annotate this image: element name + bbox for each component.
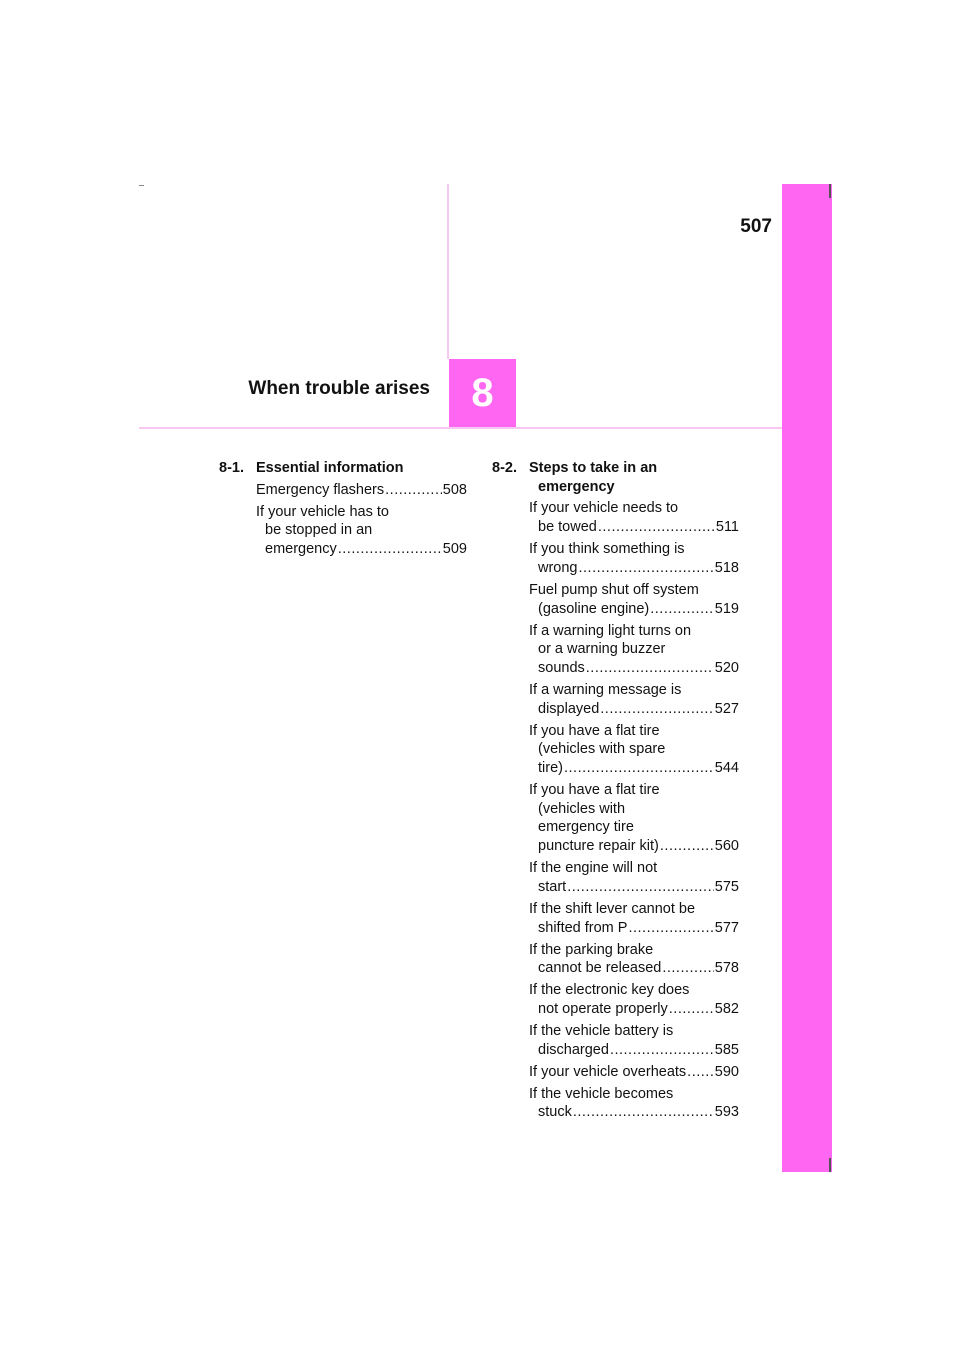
header-vertical-rule: [447, 184, 449, 359]
toc-entry-line: (vehicles with: [538, 800, 626, 817]
dot-leader: [586, 659, 714, 678]
dot-leader: [385, 481, 442, 500]
toc-entry-line: If the parking brake: [529, 941, 654, 958]
toc-entry-line: If you have a flat tire: [529, 722, 660, 739]
toc-entry[interactable]: [529, 1063, 739, 1082]
toc-entry-line: If the electronic key does: [529, 982, 690, 999]
toc-entry-line: If the engine will not: [529, 860, 658, 877]
toc-entry-leader-row: [529, 600, 739, 619]
toc-page-number: 519: [714, 600, 739, 617]
dot-leader: [669, 1000, 714, 1019]
toc-entry-leader-row: [529, 700, 739, 719]
toc-entry-line: (gasoline engine): [538, 600, 650, 617]
section-number: 8-1.: [219, 460, 244, 476]
tab-edge-top: [829, 184, 831, 198]
toc-entry-leader-row: [256, 481, 467, 500]
toc-entry-line: sounds: [538, 659, 585, 676]
toc-entry-line: emergency tire: [538, 819, 634, 836]
chapter-side-tab: [782, 184, 832, 1172]
toc-entry[interactable]: [256, 481, 467, 500]
toc-entry[interactable]: [529, 859, 739, 896]
toc-page-number: 560: [714, 838, 739, 855]
toc-entry[interactable]: [529, 681, 739, 718]
toc-entry-line: emergency: [265, 541, 337, 558]
toc-entry-line: If your vehicle needs to: [529, 500, 679, 517]
dot-leader: [338, 540, 442, 559]
toc-entry-line: If the shift lever cannot be: [529, 900, 696, 917]
toc-entry-line: Fuel pump shut off system: [529, 581, 699, 598]
toc-entry-leader-row: [529, 878, 739, 897]
section-title: [256, 459, 467, 478]
toc-entry[interactable]: [529, 540, 739, 577]
chapter-title: When trouble arises: [248, 378, 430, 399]
toc-entry[interactable]: [529, 581, 739, 618]
toc-entry-list: [492, 499, 739, 1122]
dot-leader: [628, 919, 713, 938]
dot-leader: [687, 1063, 714, 1082]
dot-leader: [564, 759, 714, 778]
toc-entry-leader-row: [529, 518, 739, 537]
toc-column-1: [219, 459, 467, 562]
toc-entry-line: If your vehicle overheats: [529, 1063, 687, 1080]
toc-page-number: 527: [714, 700, 739, 717]
dot-leader: [600, 700, 714, 719]
dot-leader: [579, 559, 714, 578]
toc-entry-leader-row: [529, 759, 739, 778]
toc-page-number: 590: [714, 1063, 739, 1080]
toc-entry-line: If you have a flat tire: [529, 782, 660, 799]
toc-page-number: 520: [714, 659, 739, 676]
toc-page-number: 585: [714, 1041, 739, 1058]
toc-column-2: [492, 459, 739, 1125]
toc-entry-leader-row: [529, 959, 739, 978]
toc-entry-line: shifted from P: [538, 919, 628, 936]
toc-entry-list: [219, 481, 467, 559]
toc-entry-leader-row: [529, 1000, 739, 1019]
toc-entry-line: or a warning buzzer: [538, 641, 666, 658]
page-number: 507: [740, 216, 772, 237]
toc-entry-leader-row: [529, 659, 739, 678]
dot-leader: [567, 878, 714, 897]
header-horizontal-rule: [139, 427, 782, 429]
dot-leader: [610, 1041, 714, 1060]
section-heading: [492, 459, 739, 496]
tab-edge-bottom: [829, 1158, 831, 1172]
toc-entry-line: (vehicles with spare: [538, 741, 666, 758]
toc-entry-leader-row: [529, 919, 739, 938]
toc-entry[interactable]: [256, 503, 467, 559]
toc-entry-line: start: [538, 878, 567, 895]
toc-entry-line: If your vehicle has to: [256, 503, 389, 520]
toc-entry[interactable]: [529, 499, 739, 536]
toc-page-number: 593: [714, 1104, 739, 1121]
toc-entry-leader-row: [256, 540, 467, 559]
section-title: [529, 459, 739, 496]
dot-leader: [598, 518, 715, 537]
toc-entry-leader-row: [529, 1063, 739, 1082]
toc-entry-line: be towed: [538, 519, 597, 536]
toc-entry-line: be stopped in an: [265, 522, 373, 539]
dot-leader: [573, 1103, 714, 1122]
toc-entry-line: If the vehicle battery is: [529, 1022, 674, 1039]
toc-entry-line: tire): [538, 760, 563, 777]
toc-entry-line: displayed: [538, 700, 600, 717]
dot-leader: [660, 837, 714, 856]
section-title-line: Essential information: [256, 460, 404, 476]
toc-entry-leader-row: [529, 1041, 739, 1060]
toc-entry-leader-row: [529, 559, 739, 578]
toc-page-number: 518: [714, 559, 739, 576]
toc-page-number: 575: [714, 878, 739, 895]
dot-leader: [662, 959, 713, 978]
toc-entry-line: discharged: [538, 1041, 609, 1058]
toc-entry-line: cannot be released: [538, 960, 662, 977]
toc-entry-line: puncture repair kit): [538, 838, 659, 855]
toc-entry-line: If the vehicle becomes: [529, 1085, 674, 1102]
toc-entry-line: Emergency flashers: [256, 481, 385, 498]
toc-entry-line: wrong: [538, 559, 578, 576]
toc-page-number: 578: [714, 960, 739, 977]
toc-entry-line: If a warning message is: [529, 681, 682, 698]
section-title-line: emergency: [538, 478, 615, 495]
toc-entry-line: stuck: [538, 1104, 572, 1121]
section-title-line: Steps to take in an: [529, 460, 658, 476]
toc-page-number: 582: [714, 1000, 739, 1017]
chapter-number-box: 8: [449, 359, 516, 427]
toc-entry[interactable]: [529, 722, 739, 778]
toc-page-number: 509: [442, 541, 467, 558]
toc-page-number: 511: [715, 519, 739, 536]
toc-page-number: 577: [714, 919, 739, 936]
toc-entry-leader-row: [529, 1103, 739, 1122]
toc-entry[interactable]: [529, 1085, 739, 1122]
toc-entry-line: If a warning light turns on: [529, 622, 692, 639]
section-number: 8-2.: [492, 460, 517, 476]
toc-entry[interactable]: [529, 781, 739, 856]
dot-leader: [650, 600, 714, 619]
section-heading: [219, 459, 467, 478]
toc-entry-leader-row: [529, 837, 739, 856]
toc-page-number: 544: [714, 760, 739, 777]
toc-page-number: 508: [442, 481, 467, 498]
corner-tick: [139, 185, 144, 186]
toc-entry[interactable]: [529, 981, 739, 1018]
toc-entry-line: If you think something is: [529, 541, 685, 558]
toc-entry[interactable]: [529, 900, 739, 937]
toc-entry[interactable]: [529, 941, 739, 978]
toc-entry[interactable]: [529, 622, 739, 678]
toc-entry-line: not operate properly: [538, 1000, 668, 1017]
toc-entry[interactable]: [529, 1022, 739, 1059]
